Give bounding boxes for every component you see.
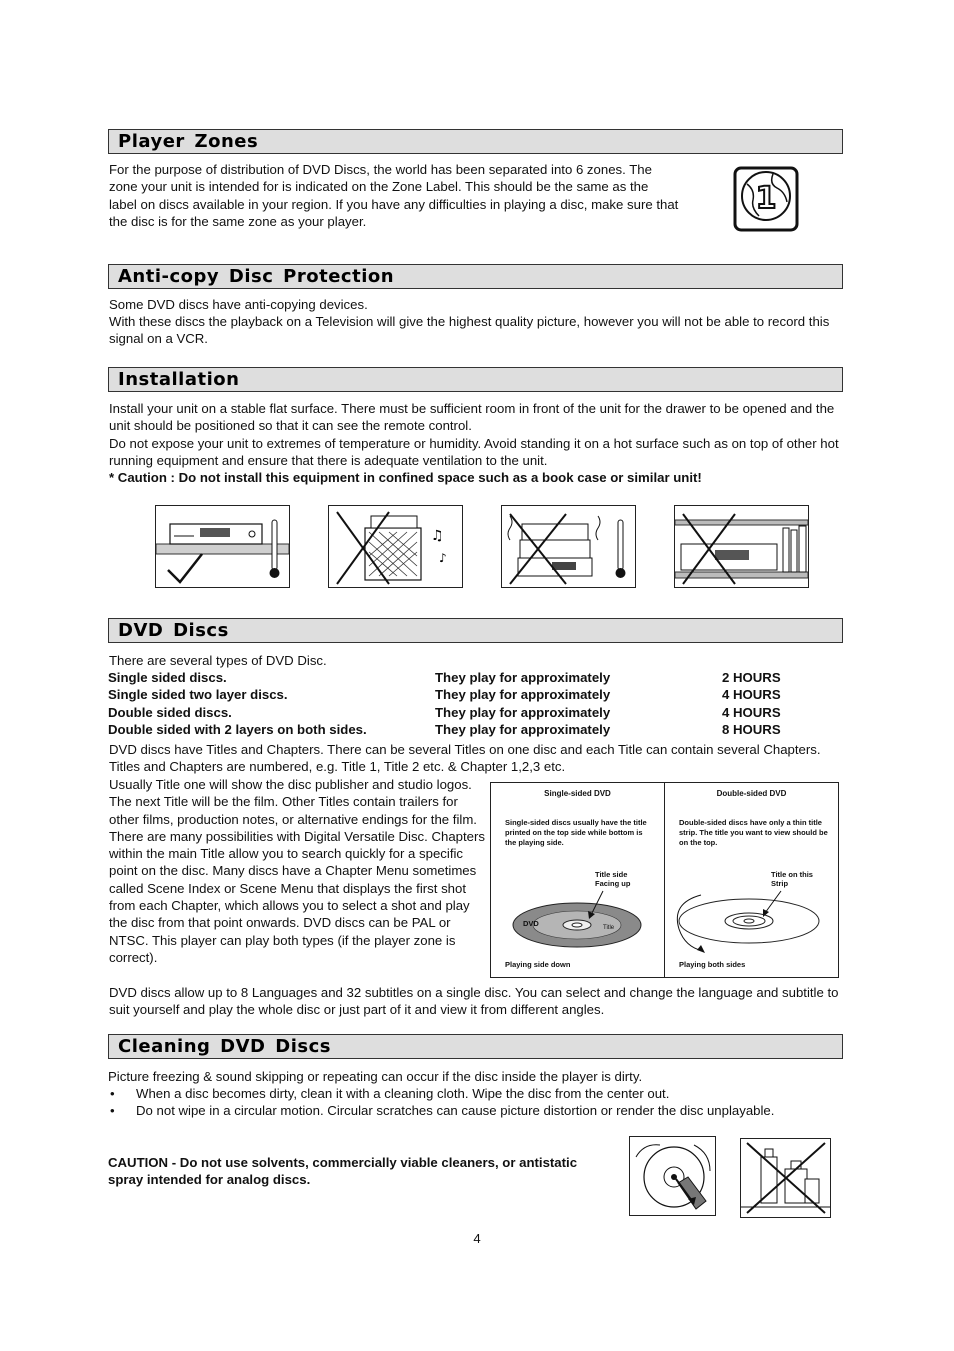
double-sided-description: Double-sided discs have only a thin title strip. The title you want to view should be on the top. [679, 818, 828, 847]
zones-body: For the purpose of distribution of DVD Discs, the world has been separated into 6 zones. The zone your unit is intended for is indicated on the Zone Label. This should be the same as the label on discs available in your region. If you have any difficulties in playing a disc, make sure that the disc is for the same zone as your player. [109, 162, 679, 229]
svg-text:♪: ♪ [439, 551, 447, 565]
bookcase-warning-illustration [674, 505, 809, 588]
single-sided-caption: Playing side down [505, 960, 571, 969]
disc-type: Single sided two layer discs. [108, 687, 288, 702]
disc-type-row [108, 686, 798, 703]
title-strip-callout: Title on this Strip [771, 870, 813, 888]
section-header-player-zones [108, 129, 843, 154]
disc-type: Double sided with 2 layers on both sides. [108, 722, 367, 737]
disc-play-text: They play for approximately [435, 705, 611, 720]
cleaning-caution: CAUTION - Do not use solvents, commercially viable cleaners, or antistatic spray intended for analog discs. [108, 1155, 578, 1188]
cleaning-bullet: Do not wipe in a circular motion. Circular scratches can cause picture distortion or render the disc unplayable. [136, 1103, 775, 1118]
disc-type: Single sided discs. [108, 670, 227, 685]
section-title: Cleaning DVD Discs [118, 1036, 331, 1057]
section-title: DVD Discs [118, 620, 229, 641]
disc-type-row [108, 669, 798, 686]
anticopy-line1: Some DVD discs have anti-copying devices. [109, 297, 368, 312]
installation-para2: Do not expose your unit to extremes of temperature or humidity. Avoid standing it on a hot surface such as on top of other hot running equipment and ensure that there is adequate ventilation to the unit. [109, 436, 839, 469]
disc-hours: 2 HOURS [722, 670, 781, 685]
disc-type-row [108, 721, 798, 738]
dvd-usually-paragraph: Usually Title one will show the disc publisher and studio logos. The next Title will be the film. Other Titles contain trailers for other films, production notes, or alternative endings for the film. There are many possibilities with Digital Versatile Disc. Chapters within the main Title allow you to search quickly for a specific point on the disc. Many discs have a Chapter Menu sometimes called Scene Index or Scene Menu that displays the first shot from each Chapter, which allows you to select a shot and play the disc from that point onwards. DVD discs can be PAL or NTSC. This player can play both types (if the player zone is correct). [109, 777, 485, 965]
disc-title-text: Title [603, 925, 615, 931]
section-header-installation [108, 367, 843, 392]
disc-play-text: They play for approximately [435, 722, 611, 737]
dvd-titles-paragraph: DVD discs have Titles and Chapters. There can be several Titles on one disc and each Title can contain several Chapters. Titles and Chapters are numbered, e.g. Title 1, Title 2 etc. & Chapter 1,2,3 etc. [109, 742, 821, 775]
disc-play-text: They play for approximately [435, 670, 611, 685]
disc-type: Double sided discs. [108, 705, 232, 720]
disc-hours: 4 HOURS [722, 687, 781, 702]
single-sided-description: Single-sided discs usually have the title printed on the top side while bottom is the playing side. [505, 818, 647, 847]
disc-dvd-logo: DVD [523, 919, 539, 928]
section-title: Installation [118, 369, 240, 390]
bullet-marker: • [110, 1086, 115, 1101]
disc-cleaning-illustration [629, 1136, 716, 1216]
cleaning-bullet: When a disc becomes dirty, clean it with a cleaning cloth. Wipe the disc from the center out. [136, 1086, 670, 1101]
disc-hours: 8 HOURS [722, 722, 781, 737]
dvd-languages-paragraph: DVD discs allow up to 8 Languages and 32 subtitles on a single disc. You can select and change the language and subtitle to suit yourself and play the whole disc or just part of it and view it from different angles. [109, 985, 839, 1018]
title-side-callout: Title side Facing up [595, 870, 631, 888]
zone-label-icon [733, 166, 799, 232]
disc-play-text: They play for approximately [435, 687, 611, 702]
anticopy-line2: With these discs the playback on a Television will give the highest quality picture, however you will not be able to record this signal on a VCR. [109, 314, 830, 347]
ok-placement-illustration [155, 505, 290, 588]
zone-number: 1 [755, 181, 777, 216]
installation-para1: Install your unit on a stable flat surface. There must be sufficient room in front of the unit for the drawer to be opened and the unit should be positioned so that it can see the remote control. [109, 401, 835, 434]
bullet-marker: • [110, 1103, 115, 1118]
page-number: 4 [473, 1231, 481, 1246]
installation-caution: * Caution : Do not install this equipment in confined space such as a book case or similar unit! [109, 470, 702, 485]
section-header-anticopy [108, 264, 843, 289]
single-sided-title: Single-sided DVD [544, 789, 611, 798]
double-sided-disc-drawing [677, 891, 819, 953]
hot-equipment-warning-illustration [501, 505, 636, 588]
section-title: Player Zones [118, 131, 259, 152]
cleaning-intro: Picture freezing & sound skipping or repeating can occur if the disc inside the player is dirty. [108, 1069, 643, 1084]
svg-text:♫: ♫ [431, 528, 444, 544]
double-sided-title: Double-sided DVD [716, 789, 787, 798]
no-solvents-illustration [740, 1138, 831, 1218]
heater-warning-illustration [328, 505, 463, 588]
disc-hours: 4 HOURS [722, 705, 781, 720]
disc-types-diagram [490, 782, 839, 978]
section-header-dvd-discs [108, 618, 843, 643]
section-title: Anti-copy Disc Protection [118, 266, 395, 287]
dvd-intro: There are several types of DVD Disc. [109, 653, 327, 668]
double-sided-caption: Playing both sides [679, 960, 746, 969]
section-header-cleaning [108, 1034, 843, 1059]
disc-type-row [108, 704, 798, 721]
